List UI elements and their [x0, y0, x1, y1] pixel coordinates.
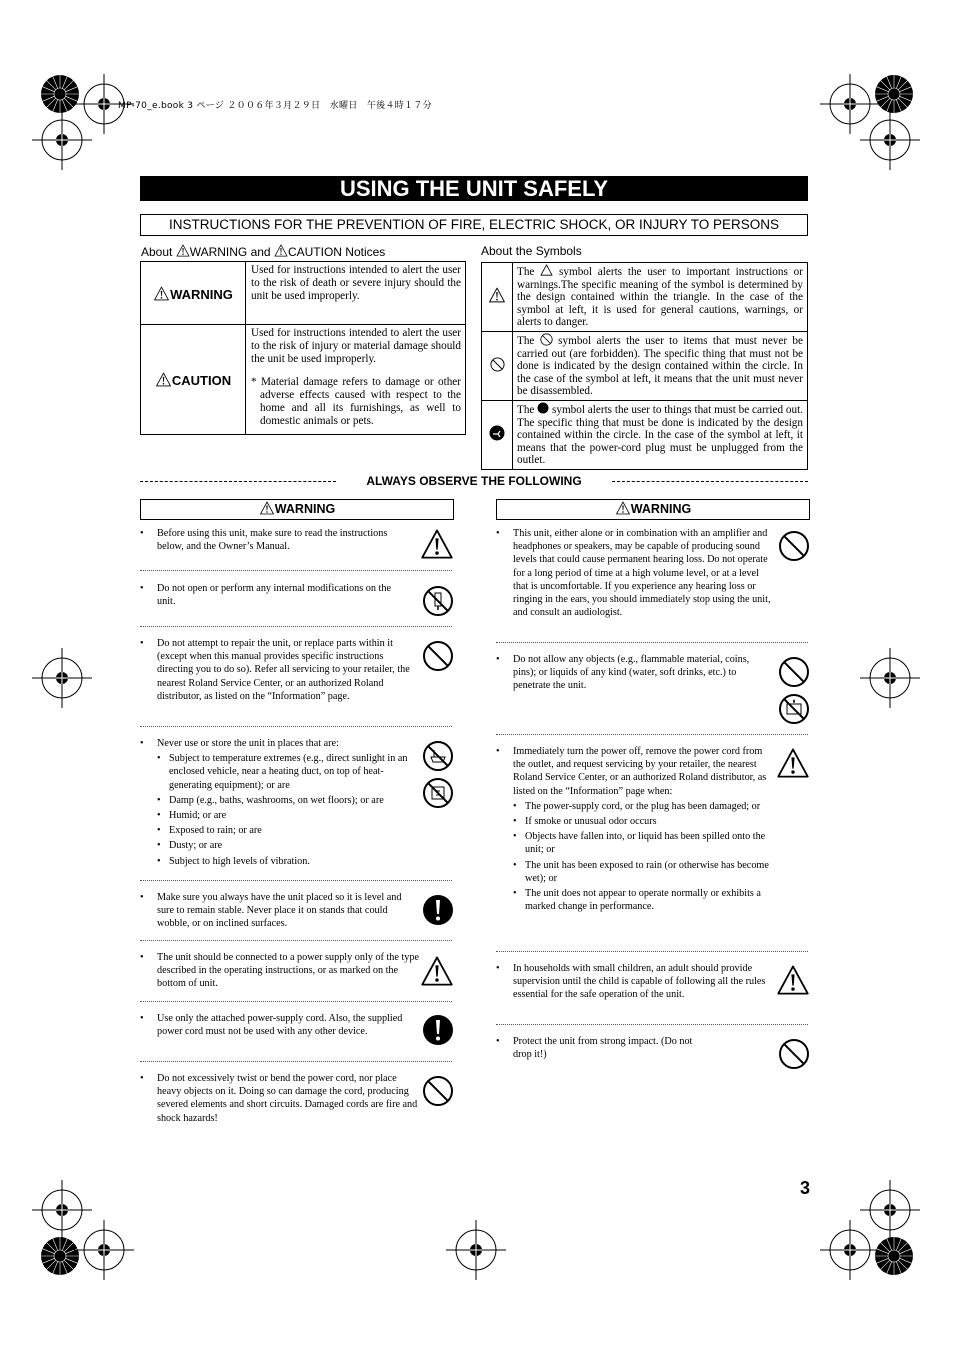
condition-damp: • Damp (e.g., baths, washrooms, on wet floors); or are: [157, 794, 408, 807]
caution-label: CAUTION: [141, 325, 246, 435]
caution-note: * Material damage refers to damage or other adverse effects caused with respect to the home and all its furnishings, as well to domestic animals or pets.: [251, 376, 461, 427]
prohibit-symbol-cell: [482, 331, 513, 400]
prohibit-symbol-description: The symbol alerts the user to items that must never be carried out (are forbidden). The specific thing that must not be done is indicated by the design contained within the circle. In the case of the symbol at left, it means that the unit must never be disassembled.: [513, 331, 808, 400]
condition-humid: • Humid; or are: [157, 809, 408, 822]
prohibited-icon: [540, 333, 553, 346]
mandatory-symbol-description: The symbol alerts the user to things that must be carried out. The specific thing that must be done is indicated by the design contained within the circle. In the case of the symbol at left, it means that the power-cord plug must be unplugged from the outlet.: [513, 400, 808, 469]
service-rain: • The unit has been exposed to rain (or otherwise has become wet); or: [513, 859, 775, 885]
registration-mark-icon: [860, 110, 920, 170]
prohibited-icon: [422, 640, 454, 672]
page-subtitle: INSTRUCTIONS FOR THE PREVENTION OF FIRE, ELECTRIC SHOCK, OR INJURY TO PERSONS: [140, 214, 808, 236]
file-meta-line: MP-70_e.book 3 ページ ２００６年３月２９日 水曜日 午後４時１７分: [118, 101, 432, 111]
notices-caption: About WARNING and CAUTION Notices: [141, 245, 386, 259]
page-title: USING THE UNIT SAFELY: [140, 176, 808, 201]
triangle-symbol-cell: [482, 263, 513, 332]
triangle-symbol-description: The symbol alerts the user to important instructions or warnings.The specific meaning of the symbol is determined by the design contained within the triangle. In the case of the symbol at left, it is used for general cautions, warnings, or alerts to danger.: [513, 263, 808, 332]
triangle-symbol-row: [482, 263, 808, 332]
symbols-table: [481, 262, 808, 470]
mandatory-icon: [537, 402, 549, 414]
prohibited-icon: [778, 530, 810, 562]
warning-triangle-icon: [776, 964, 810, 996]
always-observe-header: [140, 473, 808, 489]
caution-text: Used for instructions intended to alert the user to the risk of injury or material damage should the unit be used improperly.: [251, 327, 461, 365]
mandatory-symbol-row: [482, 400, 808, 469]
condition-temperature: • Subject to temperature extremes (e.g., direct sunlight in an enclosed vehicle, near a heating duct, on top of heat-generating equipment); or are: [157, 752, 408, 792]
right-warning-heading: WARNING: [496, 499, 810, 520]
warning-triangle-icon: [155, 372, 172, 387]
symbols-caption: About the Symbols: [481, 244, 582, 258]
mandatory-icon: [422, 1014, 454, 1046]
bath-prohibited-icon: [422, 740, 454, 772]
prohibited-icon: [778, 1038, 810, 1070]
warning-triangle-icon: [176, 244, 190, 257]
registration-burst-icon: [874, 74, 914, 114]
registration-mark-icon: [860, 648, 920, 708]
registration-mark-icon: [32, 110, 92, 170]
disassemble-prohibited-icon: [490, 357, 505, 372]
mandatory-symbol-cell: [482, 400, 513, 469]
service-objects-liquid: • Objects have fallen into, or liquid has been spilled onto the unit; or: [513, 830, 775, 856]
registration-mark-icon: [860, 1180, 920, 1240]
triangle-outline-icon: [540, 264, 553, 276]
left-warning-heading: WARNING: [140, 499, 454, 520]
registration-mark-icon: [446, 1220, 506, 1280]
registration-burst-icon: [874, 1236, 914, 1276]
warning-triangle-icon: [488, 287, 506, 303]
warning-triangle-icon: [776, 747, 810, 779]
caution-description: [246, 325, 466, 435]
service-smoke: • If smoke or unusual odor occurs: [513, 815, 775, 828]
registration-mark-icon: [74, 1220, 134, 1280]
prohibit-symbol-row: [482, 331, 808, 400]
page-number: 3: [800, 1178, 811, 1198]
liquid-prohibited-icon: [778, 693, 810, 725]
prohibited-icon: [778, 656, 810, 688]
service-abnormal-operation: • The unit does not appear to operate normally or exhibits a marked change in performance.: [513, 887, 775, 913]
disassemble-prohibited-icon: [422, 585, 454, 617]
condition-dusty: • Dusty; or are: [157, 839, 408, 852]
prohibited-icon: [422, 1075, 454, 1107]
warning-triangle-icon: [274, 244, 288, 257]
warning-triangle-icon: [153, 286, 170, 301]
caution-notice-row: [141, 325, 466, 435]
warning-triangle-icon: [615, 501, 631, 515]
condition-vibration: • Subject to high levels of vibration.: [157, 855, 408, 868]
warning-notice-row: [141, 262, 466, 325]
mandatory-icon: [422, 894, 454, 926]
wet-prohibited-icon: [422, 777, 454, 809]
warning-triangle-icon: [259, 501, 275, 515]
warning-triangle-icon: [420, 955, 454, 987]
service-cord-damaged: • The power-supply cord, or the plug has been damaged; or: [513, 800, 775, 813]
condition-rain: • Exposed to rain; or are: [157, 824, 408, 837]
warning-label: WARNING: [141, 262, 246, 325]
unplug-icon: [489, 425, 505, 441]
registration-mark-icon: [32, 648, 92, 708]
always-observe-title: ALWAYS OBSERVE THE FOLLOWING: [366, 474, 582, 488]
notices-table: [140, 261, 466, 435]
warning-triangle-icon: [420, 528, 454, 560]
warning-description: Used for instructions intended to alert the user to the risk of death or severe injury should the unit be used improperly.: [246, 262, 466, 325]
